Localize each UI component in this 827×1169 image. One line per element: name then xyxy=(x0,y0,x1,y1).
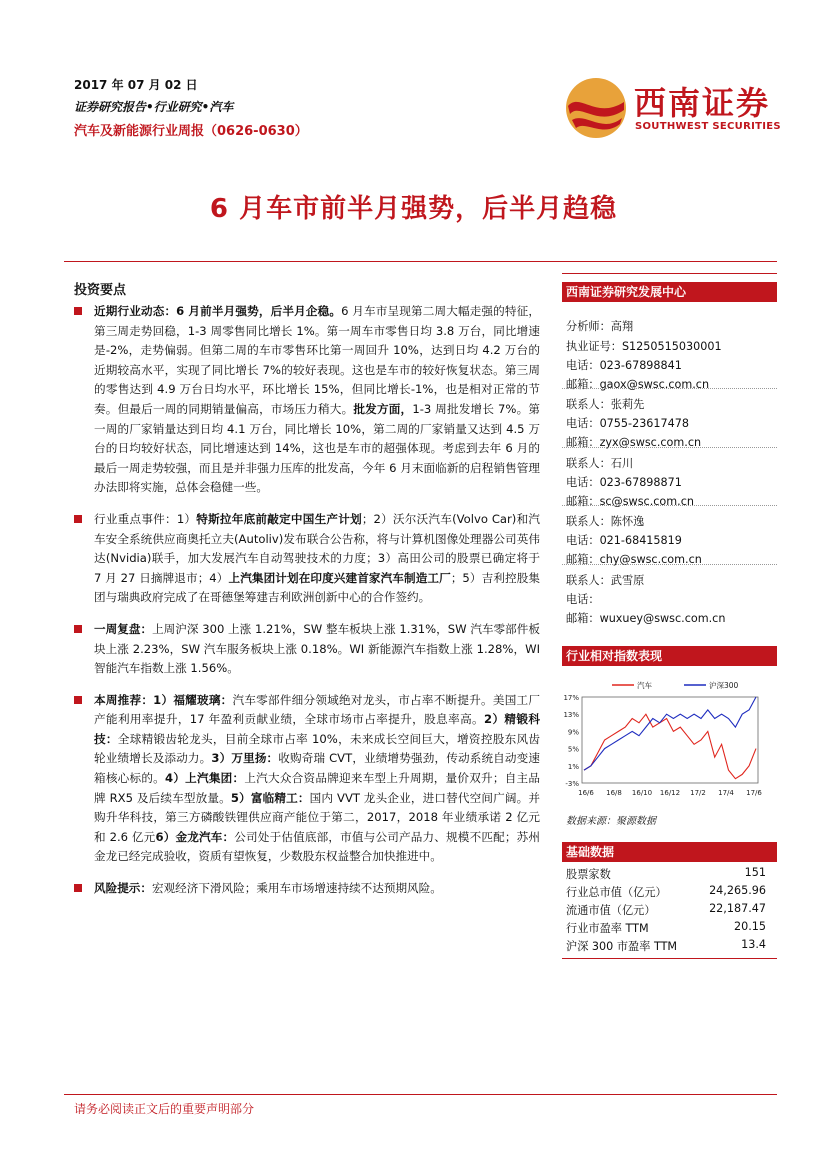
para-text: 6 月车市呈现第二周大幅走强的特征，第三周走势回稳，1-3 周零售同比增长 1%。第一周车市零售日均 3.8 万台，同比增速是-2%，走势偏弱。但第二周的车市零售环比第一周回升 10%，达到日均 4.2 万台的近期较高水平，实现了同比增长 7%的较好表现。这也是车市的较好恢复状态。第三周的零售达到 4.9 万台日均水平，环比增长 15%，但同比增长-1%，也是相对正常的节奏。但最后一周的同期销量偏高，市场压力稍大。 xyxy=(94,304,540,416)
basic-data-row xyxy=(566,902,766,918)
basic-data-label: 行业总市值（亿元） xyxy=(566,886,667,899)
y-tick-label: 13% xyxy=(563,711,579,720)
bullet-icon xyxy=(74,696,82,704)
pick-2-text: 全球精锻齿轮龙头，目前全球市占率 10%，未来成长空间巨大，增资控股东风齿轮业绩增长及添动力。 xyxy=(94,731,540,766)
pick-4-text: 上汽大众合资品牌迎来车型上升周期，量价双升；自主品牌 RX5 及后续车型放量。 xyxy=(94,771,540,805)
index-chart-heading: 行业相对指数表现 xyxy=(562,646,777,666)
paragraph-recommendations xyxy=(74,691,540,867)
contact-line: 联系人：武雪原 xyxy=(566,574,645,587)
contact-line: 联系人：石川 xyxy=(566,457,634,470)
x-tick-label: 16/10 xyxy=(631,789,653,797)
contact-line: 邮箱：wuxuey@swsc.com.cn xyxy=(566,612,726,625)
x-tick-label: 17/2 xyxy=(690,789,706,797)
basic-data-label: 股票家数 xyxy=(566,868,611,881)
bullet-icon xyxy=(74,307,82,315)
report-title: 6 月车市前半月强势，后半月趋稳 xyxy=(209,194,618,224)
footer-disclaimer: 请务必阅读正文后的重要声明部分 xyxy=(74,1102,255,1116)
basic-data-label: 行业市盈率 TTM xyxy=(566,922,649,935)
contact-separator xyxy=(562,447,777,448)
logo-name-cn: 西南证券 xyxy=(634,84,771,122)
y-tick-label: 9% xyxy=(567,728,579,737)
basic-data-bottom-rule xyxy=(562,958,777,959)
paragraph-key-events xyxy=(74,510,540,608)
report-series: 汽车及新能源行业周报（0626-0630） xyxy=(74,124,308,139)
y-tick-label: -3% xyxy=(565,780,579,788)
x-tick-label: 16/12 xyxy=(659,789,681,797)
contact-separator xyxy=(562,564,777,565)
key-points xyxy=(74,302,540,911)
para-text-c: ；5）吉利控股集团与瑞典政府完成了在哥德堡筹建吉利欧洲创新中心的合作签约。 xyxy=(94,570,540,605)
bullet-icon xyxy=(74,884,82,892)
contact-line: 电话：023-67898871 xyxy=(566,476,682,489)
contact-line: 电话：0755-23617478 xyxy=(566,417,690,430)
contact-line: 电话：023-67898841 xyxy=(566,359,682,372)
basic-data-row xyxy=(566,938,766,954)
para-text: 汽车零部件细分领域绝对龙头，市占率不断提升。美国工厂产能利用率提升，17 年盈利贡献业绩，全球市场市占率提升，股息率高。 xyxy=(94,692,540,727)
relative-index-chart xyxy=(562,675,774,805)
contact-line: 邮箱：gaox@swsc.com.cn xyxy=(566,378,710,391)
contact-line: 邮箱：zyx@swsc.com.cn xyxy=(566,436,702,449)
legend-label: 汽车 xyxy=(637,681,652,690)
paragraph-weekly-review xyxy=(74,620,540,679)
basic-data-value: 151 xyxy=(744,866,766,879)
company-logo xyxy=(562,72,781,142)
report-type: 证券研究报告•行业研究•汽车 xyxy=(74,100,234,114)
pick-3-text: 收购奇瑞 CVT，业绩增势强劲，传动系统自动变速箱核心标的。 xyxy=(94,751,540,786)
para-emphasis-2: 上汽集团计划在印度兴建首家汽车制造工厂 xyxy=(228,570,451,585)
para-lead: 风险提示： xyxy=(94,881,152,896)
x-tick-label: 16/8 xyxy=(606,789,622,797)
para-lead2: 批发方面， xyxy=(353,401,413,416)
legend-label: 沪深300 xyxy=(709,681,739,690)
pick-6-text: 公司处于估值底部，市值与公司产品力、规模不匹配；苏州金龙已经完成验收，资质有望恢复，少数股东权益整合加快推进中。 xyxy=(94,829,540,864)
contact-line: 邮箱：sc@swsc.com.cn xyxy=(566,495,694,508)
pick-3: 3）万里扬： xyxy=(211,751,279,766)
pick-5-text: 国内 VVT 龙头企业，进口替代空间广阔。并购升华科技，第三方磷酸铁锂供应商产能位于第二，2017，2018 年业绩承诺 2 亿元和 2.6 亿元 xyxy=(94,790,540,844)
x-tick-label: 16/6 xyxy=(578,789,594,797)
logo-name-en: SOUTHWEST SECURITIES xyxy=(635,121,781,132)
pick-2: 2）精锻科技： xyxy=(94,712,540,746)
paragraph-risk xyxy=(74,879,540,899)
pick-5: 5）富临精工： xyxy=(230,790,310,805)
title-divider xyxy=(64,261,777,262)
bullet-icon xyxy=(74,515,82,523)
series-line-hs300 xyxy=(584,697,756,770)
y-tick-label: 17% xyxy=(563,694,579,702)
basic-data-heading: 基础数据 xyxy=(562,842,777,862)
report-date: 2017 年 07 月 02 日 xyxy=(74,78,198,92)
basic-data-box xyxy=(562,842,777,862)
para-lead: 一周复盘： xyxy=(94,621,153,636)
para-text: 宏观经济下滑风险；乘用车市场增速持续不达预期风险。 xyxy=(151,881,442,896)
x-tick-label: 17/4 xyxy=(718,789,734,797)
research-center-heading: 西南证券研究发展中心 xyxy=(562,282,777,302)
basic-data-row xyxy=(566,920,766,936)
para-emphasis-1: 特斯拉年底前敲定中国生产计划 xyxy=(196,511,362,526)
bullet-icon xyxy=(74,625,82,633)
paragraph-industry-dynamics xyxy=(74,302,540,498)
logo-emblem-icon xyxy=(562,72,632,142)
basic-data-value: 20.15 xyxy=(733,920,766,933)
basic-data-row xyxy=(566,884,766,900)
x-tick-label: 17/6 xyxy=(746,789,762,797)
series-line-auto xyxy=(584,714,756,779)
y-tick-label: 5% xyxy=(567,745,579,754)
basic-data-value: 24,265.96 xyxy=(709,884,766,897)
basic-data-label: 流通市值（亿元） xyxy=(566,904,656,917)
pick-4: 4）上汽集团： xyxy=(165,771,245,786)
para-text: 上周沪深 300 上涨 1.21%，SW 整车板块上涨 1.31%，SW 汽车零部件板块上涨 2.23%，SW 汽车服务板块上涨 0.18%。WI 新能源汽车指数上涨 1.28%，WI 智能汽车指数上涨 1.56%。 xyxy=(94,621,540,676)
index-chart-box xyxy=(562,646,777,666)
research-center-box xyxy=(562,282,777,302)
para-text2: 1-3 周批发增长 7%。第一周的厂家销量达到日均 4.1 万台，同比增长 10%，第二周的厂家销量又达到 4.5 万台的日均较好状态，同比增速达到 14%，这也是车市的超强体现。考虑到去年 6 月的最后一周走势较强，而且是并非强力压库的批发高，今年 6 月末面临新的启程销售管理办法即将实施，总体会稳健一些。 xyxy=(94,401,540,495)
chart-source: 数据来源：聚源数据 xyxy=(566,816,656,827)
contact-separator xyxy=(562,505,777,506)
sidebar-top-rule xyxy=(562,273,777,274)
basic-data-row xyxy=(566,866,766,882)
contact-line: 分析师：高翔 xyxy=(566,320,634,333)
plot-frame xyxy=(582,697,758,783)
para-text: 行业重点事件：1） xyxy=(94,511,197,526)
contact-line: 执业证号：S1250515030001 xyxy=(566,340,722,353)
para-text-b: ；2）沃尔沃汽车(Volvo Car)和汽车安全系统供应商奥托立夫(Autoliv)发布联合公告称，将与计算机图像处理器公司英伟达(Nvidia)联手，加大发展汽车自动驾驶技术的力度；3）高田公司的股票已确定将于 7 月 27 日摘牌退市；4） xyxy=(94,511,540,585)
section-heading: 投资要点 xyxy=(74,283,127,298)
basic-data-value: 13.4 xyxy=(741,938,766,951)
contact-line: 邮箱：chy@swsc.com.cn xyxy=(566,553,702,566)
contact-line: 电话： xyxy=(566,593,600,606)
basic-data-label: 沪深 300 市盈率 TTM xyxy=(566,940,678,953)
basic-data-value: 22,187.47 xyxy=(709,902,766,915)
contact-line: 联系人：陈怀逸 xyxy=(566,515,645,528)
para-lead: 本周推荐：1）福耀玻璃： xyxy=(94,692,233,707)
contact-line: 联系人：张莉先 xyxy=(566,398,645,411)
contact-line: 电话：021-68415819 xyxy=(566,534,682,547)
para-lead: 近期行业动态：6 月前半月强势，后半月企稳。 xyxy=(94,304,342,318)
pick-6: 6）金龙汽车： xyxy=(155,829,235,844)
footer-rule xyxy=(64,1094,777,1095)
y-tick-label: 1% xyxy=(567,762,579,771)
contact-separator xyxy=(562,388,777,389)
